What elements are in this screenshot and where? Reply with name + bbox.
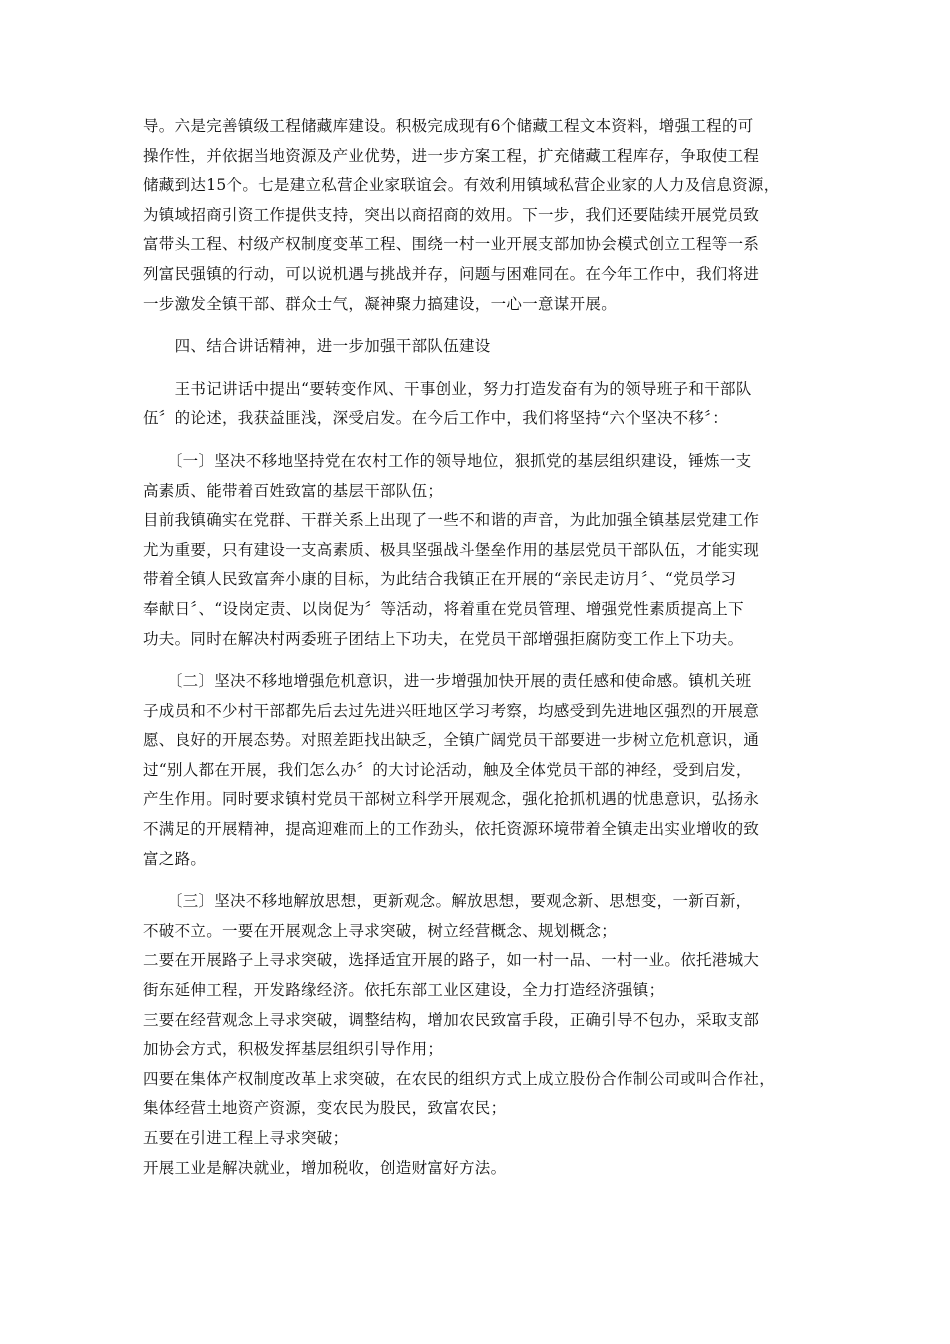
- text-line: 〔一〕坚决不移地坚持党在农村工作的领导地位，狠抓党的基层组织建设，锤炼一支: [143, 451, 752, 470]
- text-line: 开展工业是解决就业，增加税收，创造财富好方法。: [143, 1158, 507, 1177]
- text-line: 四要在集体产权制度改革上求突破，在农民的组织方式上成立股份合作制公司或叫合作社，: [143, 1069, 776, 1088]
- text-line: 富之路。: [143, 849, 207, 868]
- text-line: 集体经营土地资产资源，变农民为股民，致富农民；: [143, 1099, 507, 1118]
- heading-line: 四、结合讲话精神，进一步加强干部队伍建设: [143, 337, 491, 356]
- paragraph-gap: [143, 874, 813, 887]
- text-line: 为镇域招商引资工作提供支持，突出以商招商的效用。下一步，我们还要陆续开展党员致: [143, 205, 760, 224]
- paragraph-point-one: [143, 447, 813, 654]
- text-line: 列富民强镇的行动，可以说机遇与挑战并存，问题与困难同在。在今年工作中，我们将进: [143, 264, 760, 283]
- document-page: [143, 112, 813, 1183]
- text-line: 过“别人都在开展，我们怎么办〞的大讨论活动，触及全体党员干部的神经，受到启发，: [143, 760, 752, 779]
- paragraph-gap: [143, 319, 813, 332]
- text-line: 目前我镇确实在党群、干群关系上出现了一些不和谐的声音，为此加强全镇基层党建工作: [143, 511, 760, 530]
- text-line: 街东延伸工程，开发路缘经济。依托东部工业区建设，全力打造经济强镇；: [143, 981, 665, 1000]
- text-line: 高素质、能带着百姓致富的基层干部队伍；: [143, 481, 444, 500]
- text-line: 尤为重要，只有建设一支高素质、极具坚强战斗堡垒作用的基层党员干部队伍，才能实现: [143, 540, 760, 559]
- text-line: 愿、良好的开展态势。对照差距找出缺乏，全镇广阔党员干部要进一步树立危机意识，通: [143, 731, 760, 750]
- text-line: 带着全镇人民致富奔小康的目标，为此结合我镇正在开展的“亲民走访月〞、“党员学习: [143, 570, 737, 589]
- text-line: 富带头工程、村级产权制度变革工程、围绕一村一业开展支部加协会模式创立工程等一系: [143, 235, 760, 254]
- paragraph-point-three: [143, 887, 813, 1183]
- paragraph-gap: [143, 434, 813, 447]
- paragraph-gap: [143, 654, 813, 667]
- paragraph-secretary-speech: [143, 375, 813, 434]
- paragraph-point-two: [143, 667, 813, 874]
- text-line: 〔三〕坚决不移地解放思想，更新观念。解放思想，要观念新、思想变，一新百新，: [143, 892, 752, 911]
- text-line: 五要在引进工程上寻求突破；: [143, 1129, 349, 1147]
- text-line: 王书记讲话中提出“要转变作风、干事创业，努力打造发奋有为的领导班子和干部队: [143, 379, 752, 398]
- section-heading-four: [143, 332, 813, 362]
- paragraph-reserve-projects: [143, 112, 813, 319]
- text-line: 〔二〕坚决不移地增强危机意识，进一步增强加快开展的责任感和使命感。镇机关班: [143, 672, 752, 691]
- text-line: 储藏到达15个。七是建立私营企业家联谊会。有效利用镇域私营企业家的人力及信息资源，: [143, 176, 780, 195]
- text-line: 功夫。同时在解决村两委班子团结上下功夫，在党员干部增强拒腐防变工作上下功夫。: [143, 629, 744, 648]
- text-line: 伍〞的论述，我获益匪浅，深受启发。在今后工作中，我们将坚持“六个坚决不移〞：: [143, 409, 729, 428]
- paragraph-gap: [143, 362, 813, 375]
- text-line: 不满足的开展精神，提高迎难而上的工作劲头，依托资源环境带着全镇走出实业增收的致: [143, 820, 760, 839]
- text-line: 子成员和不少村干部都先后去过先进兴旺地区学习考察，均感受到先进地区强烈的开展意: [143, 701, 760, 720]
- text-line: 奉献日〞、“设岗定责、以岗促为〞等活动，将着重在党员管理、增强党性素质提高上下: [143, 599, 744, 618]
- text-line: 不破不立。一要在开展观念上寻求突破，树立经营概念、规划概念；: [143, 921, 618, 940]
- text-line: 三要在经营观念上寻求突破，调整结构，增加农民致富手段，正确引导不包办，采取支部: [143, 1010, 760, 1029]
- text-line: 操作性，并依据当地资源及产业优势，进一步方案工程，扩充储藏工程库存，争取使工程: [143, 146, 760, 165]
- text-line: 二要在开展路子上寻求突破，选择适宜开展的路子，如一村一品、一村一业。依托港城大: [143, 951, 760, 970]
- text-line: 导。六是完善镇级工程储藏库建设。积极完成现有6个储藏工程文本资料，增强工程的可: [143, 117, 754, 135]
- text-line: 加协会方式，积极发挥基层组织引导作用；: [143, 1040, 444, 1059]
- text-line: 产生作用。同时要求镇村党员干部树立科学开展观念，强化抢抓机遇的忧患意识，弘扬永: [143, 790, 760, 809]
- text-line: 一步激发全镇干部、群众士气，凝神聚力搞建设，一心一意谋开展。: [143, 294, 618, 313]
